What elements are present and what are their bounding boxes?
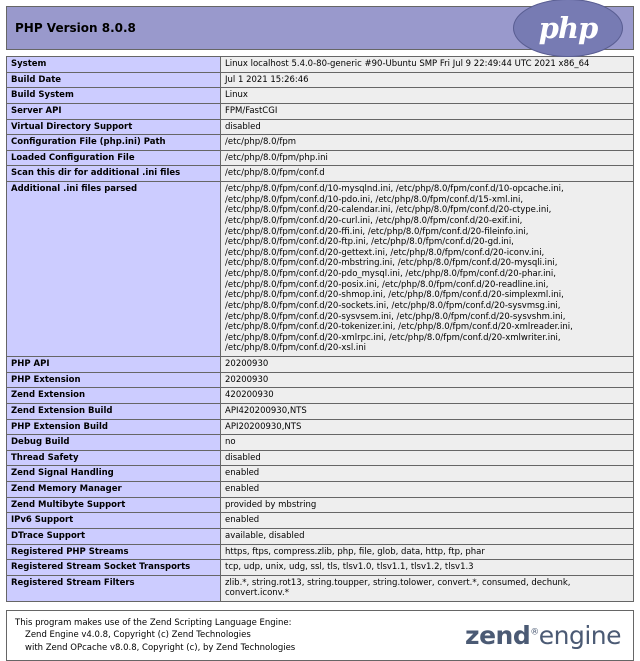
row-key: Configuration File (php.ini) Path <box>7 135 221 151</box>
row-key: Build System <box>7 88 221 104</box>
row-key: PHP Extension Build <box>7 419 221 435</box>
row-key: Zend Extension Build <box>7 403 221 419</box>
table-row <box>7 403 634 419</box>
table-row <box>7 372 634 388</box>
row-key: Registered Stream Filters <box>7 575 221 601</box>
table-row <box>7 419 634 435</box>
row-value: tcp, udp, unix, udg, ssl, tls, tlsv1.0, tlsv1.1, tlsv1.2, tlsv1.3 <box>221 560 634 576</box>
row-value: disabled <box>221 119 634 135</box>
row-value: /etc/php/8.0/fpm <box>221 135 634 151</box>
row-value: 20200930 <box>221 372 634 388</box>
row-key: Zend Signal Handling <box>7 466 221 482</box>
row-key: Build Date <box>7 72 221 88</box>
row-value: available, disabled <box>221 528 634 544</box>
zend-engine-logo <box>465 621 625 650</box>
row-value: Linux <box>221 88 634 104</box>
row-key: IPv6 Support <box>7 513 221 529</box>
table-row <box>7 435 634 451</box>
row-value: enabled <box>221 513 634 529</box>
table-row <box>7 57 634 73</box>
table-row <box>7 357 634 373</box>
table-row <box>7 450 634 466</box>
zend-credit-line-1: This program makes use of the Zend Scripting Language Engine: <box>15 618 292 628</box>
table-row <box>7 150 634 166</box>
row-key: Zend Multibyte Support <box>7 497 221 513</box>
row-key: Loaded Configuration File <box>7 150 221 166</box>
table-row-ini-files <box>7 182 634 357</box>
zend-credit-line-2: Zend Engine v4.0.8, Copyright (c) Zend Technologies <box>25 630 251 641</box>
row-value: /etc/php/8.0/fpm/php.ini <box>221 150 634 166</box>
page-header <box>6 6 634 50</box>
row-value: 420200930 <box>221 388 634 404</box>
table-row <box>7 482 634 498</box>
row-key: Zend Extension <box>7 388 221 404</box>
row-value: 20200930 <box>221 357 634 373</box>
row-value: zlib.*, string.rot13, string.toupper, string.tolower, convert.*, consumed, dechunk, convert.iconv.* <box>221 575 634 601</box>
table-row <box>7 88 634 104</box>
row-value: Linux localhost 5.4.0-80-generic #90-Ubuntu SMP Fri Jul 9 22:49:44 UTC 2021 x86_64 <box>221 57 634 73</box>
row-key: Server API <box>7 103 221 119</box>
row-value: no <box>221 435 634 451</box>
table-row <box>7 166 634 182</box>
zend-footer <box>6 610 634 661</box>
zend-credits <box>15 617 295 654</box>
row-value: /etc/php/8.0/fpm/conf.d <box>221 166 634 182</box>
table-row <box>7 513 634 529</box>
row-value: API420200930,NTS <box>221 403 634 419</box>
phpinfo-table <box>6 56 634 602</box>
row-value: Jul 1 2021 15:26:46 <box>221 72 634 88</box>
zend-logo-engine-word: engine <box>538 620 621 650</box>
row-key: PHP Extension <box>7 372 221 388</box>
php-logo: php <box>513 0 623 57</box>
table-row <box>7 575 634 601</box>
phpinfo-table-body <box>7 57 634 602</box>
table-row <box>7 497 634 513</box>
table-row <box>7 72 634 88</box>
row-value: /etc/php/8.0/fpm/conf.d/10-mysqlnd.ini, /etc/php/8.0/fpm/conf.d/10-opcache.ini, /etc/php/8.0/fpm/conf.d/10-pdo.ini, /etc/php/8.0/fpm/conf.d/15-xml.ini, /etc/php/8.0/fpm/conf.d/20-calendar.ini, /etc/php/8.0/fpm/conf.d/20-ctype.ini, /etc/php/8.0/fpm/conf.d/20-curl.ini, /etc/php/8.0/fpm/conf.d/20-exif.ini, /etc/php/8.0/fpm/conf.d/20-ffi.ini, /etc/php/8.0/fpm/conf.d/20-fileinfo.ini, /etc/php/8.0/fpm/conf.d/20-ftp.ini, /etc/php/8.0/fpm/conf.d/20-gd.ini, /etc/php/8.0/fpm/conf.d/20-gettext.ini, /etc/php/8.0/fpm/conf.d/20-iconv.ini, /etc/php/8.0/fpm/conf.d/20-mbstring.ini, /etc/php/8.0/fpm/conf.d/20-mysqli.ini, /etc/php/8.0/fpm/conf.d/20-pdo_mysql.ini, /etc/php/8.0/fpm/conf.d/20-phar.ini, /etc/php/8.0/fpm/conf.d/20-posix.ini, /etc/php/8.0/fpm/conf.d/20-readline.ini, /etc/php/8.0/fpm/conf.d/20-shmop.ini, /etc/php/8.0/fpm/conf.d/20-simplexml.ini, /etc/php/8.0/fpm/conf.d/20-sockets.ini, /etc/php/8.0/fpm/conf.d/20-sysvmsg.ini, /etc/php/8.0/fpm/conf.d/20-sysvsem.ini, /etc/php/8.0/fpm/conf.d/20-sysvshm.ini, /etc/php/8.0/fpm/conf.d/20-tokenizer.ini, /etc/php/8.0/fpm/conf.d/20-xmlreader.ini, /etc/php/8.0/fpm/conf.d/20-xmlrpc.ini, /etc/php/8.0/fpm/conf.d/20-xmlwriter.ini, /etc/php/8.0/fpm/conf.d/20-xsl.ini <box>221 182 634 357</box>
row-key: Registered Stream Socket Transports <box>7 560 221 576</box>
row-key: Thread Safety <box>7 450 221 466</box>
table-row <box>7 466 634 482</box>
row-key: Scan this dir for additional .ini files <box>7 166 221 182</box>
row-key: Registered PHP Streams <box>7 544 221 560</box>
row-value: enabled <box>221 482 634 498</box>
row-value: enabled <box>221 466 634 482</box>
row-value: FPM/FastCGI <box>221 103 634 119</box>
zend-credit-line-3: with Zend OPcache v8.0.8, Copyright (c), by Zend Technologies <box>25 642 296 653</box>
row-value: https, ftps, compress.zlib, php, file, glob, data, http, ftp, phar <box>221 544 634 560</box>
row-key: System <box>7 57 221 73</box>
row-key: PHP API <box>7 357 221 373</box>
zend-logo-word: zend <box>465 620 531 650</box>
row-key: DTrace Support <box>7 528 221 544</box>
row-value: disabled <box>221 450 634 466</box>
table-row <box>7 103 634 119</box>
table-row <box>7 388 634 404</box>
page-title: PHP Version 8.0.8 <box>15 21 136 35</box>
row-key: Virtual Directory Support <box>7 119 221 135</box>
row-key: Zend Memory Manager <box>7 482 221 498</box>
row-value: API20200930,NTS <box>221 419 634 435</box>
row-value: provided by mbstring <box>221 497 634 513</box>
table-row <box>7 528 634 544</box>
row-key: Debug Build <box>7 435 221 451</box>
table-row <box>7 135 634 151</box>
row-key: Additional .ini files parsed <box>7 182 221 357</box>
table-row <box>7 119 634 135</box>
table-row <box>7 544 634 560</box>
zend-logo-registered-mark: ® <box>530 627 539 638</box>
